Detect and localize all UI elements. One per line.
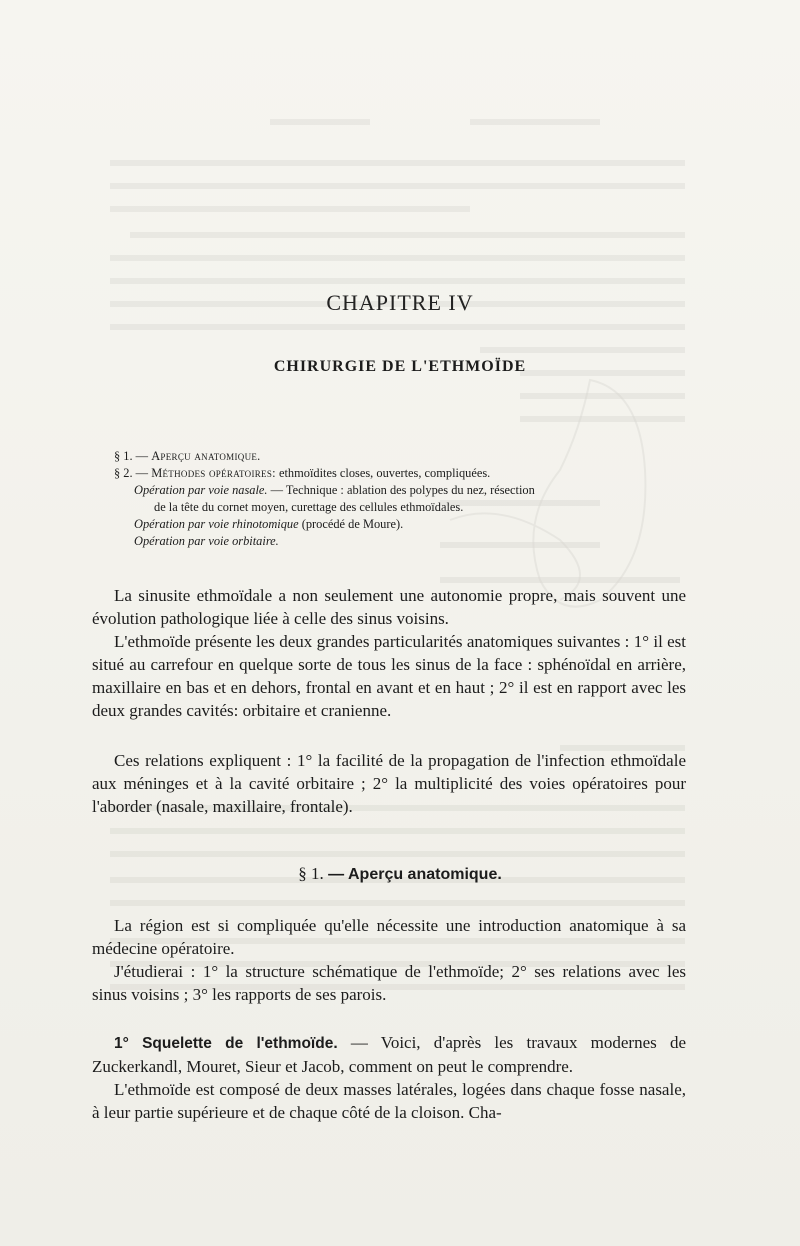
toc-entry-2 bbox=[114, 465, 684, 482]
chapter-contents bbox=[114, 448, 684, 550]
toc-operation-nasal-text: — Technique : ablation des polypes du nez, résection bbox=[267, 483, 535, 497]
intro-text bbox=[92, 584, 686, 722]
toc-operation-nasal-continued: de la tête du cornet moyen, curettage des cellules ethmoïdales. bbox=[154, 500, 464, 514]
toc-entry-1-label: Aperçu anatomique. bbox=[151, 449, 261, 463]
toc-operation-orbital-title: Opération par voie orbitaire. bbox=[134, 534, 279, 548]
paragraph-7 bbox=[92, 1031, 686, 1078]
section-intro-text bbox=[92, 914, 686, 1006]
paragraph-5: La région est si compliquée qu'elle nécessite une introduction anatomique à sa médecine opératoire. bbox=[92, 916, 686, 958]
subsection-heading: 1° Squelette de l'ethmoïde. bbox=[114, 1035, 338, 1052]
toc-operation-rhinotomic bbox=[114, 516, 684, 533]
toc-operation-nasal bbox=[114, 482, 684, 499]
paragraph-2: L'ethmoïde présente les deux grandes particularités anatomiques suivantes : 1° il est situé au carrefour en quelque sorte de tous les sinus de la face : sphénoïdal en arrière, maxillaire en bas et en dehors, frontal en avant et en haut ; 2° il est en rapport avec les deux grandes cavités: orbitaire et cranienne. bbox=[92, 632, 686, 720]
toc-operation-rhinotomic-title: Opération par voie rhinotomique bbox=[134, 517, 299, 531]
toc-operation-orbital bbox=[114, 533, 684, 550]
paragraph-8: L'ethmoïde est composé de deux masses latérales, logées dans chaque fosse nasale, à leur partie supérieure et de chaque côté de la cloison. Cha- bbox=[92, 1080, 686, 1122]
chapter-title: CHAPITRE IV bbox=[326, 290, 474, 315]
paragraph-3: Ces relations expliquent : 1° la facilité de la propagation de l'infection ethmoïdale aux méninges et à la cavité orbitaire ; 2° la multiplicité des voies opératoires pour l'aborder (nasale, maxillaire, frontale). bbox=[92, 751, 686, 816]
paragraph-6: J'étudierai : 1° la structure schématique de l'ethmoïde; 2° ses relations avec les sinus voisins ; 3° les rapports de ses parois. bbox=[92, 962, 686, 1004]
paragraph-1: La sinusite ethmoïdale a non seulement une autonomie propre, mais souvent une évolution pathologique liée à celle des sinus voisins. bbox=[92, 586, 686, 628]
section-number: § 1. bbox=[298, 864, 324, 883]
section-heading bbox=[0, 864, 800, 884]
toc-entry-1-number: § 1. — bbox=[114, 449, 149, 463]
section-title: — Aperçu anatomique. bbox=[323, 866, 502, 883]
toc-operation-nasal-title: Opération par voie nasale. bbox=[134, 483, 268, 497]
relations-text bbox=[92, 749, 686, 818]
paragraph-7-text: — Voici, d'après les travaux modernes de Zuckerkandl, Mouret, Sieur et Jacob, comment on peut le comprendre. bbox=[92, 1033, 686, 1076]
toc-entry-2-label: Méthodes opératoires: bbox=[151, 466, 276, 480]
toc-entry-2-number: § 2. — bbox=[114, 466, 149, 480]
skeleton-text bbox=[92, 1031, 686, 1124]
toc-entry-1 bbox=[114, 448, 684, 465]
toc-entry-2-rest: ethmoïdites closes, ouvertes, compliquées. bbox=[275, 466, 491, 480]
toc-operation-rhinotomic-text: (procédé de Moure). bbox=[298, 517, 404, 531]
chapter-subtitle: CHIRURGIE DE L'ETHMOÏDE bbox=[273, 358, 527, 375]
